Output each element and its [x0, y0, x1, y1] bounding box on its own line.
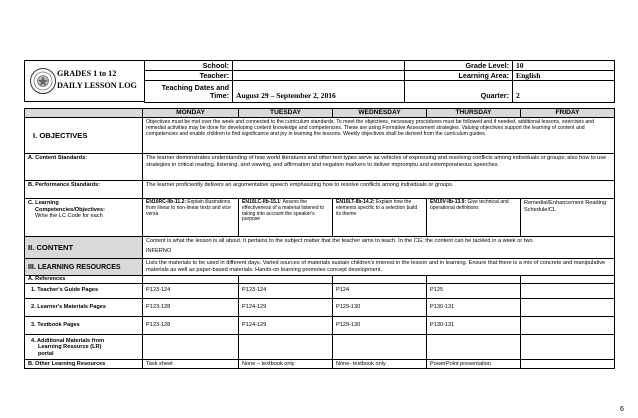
days-header-row	[25, 109, 615, 118]
content-label: II. CONTENT	[25, 237, 143, 259]
additional-materials-wednesday	[333, 334, 427, 359]
references-friday	[521, 276, 615, 284]
performance-standards-label: B. Performance Standards:	[25, 181, 143, 199]
learners-materials-wednesday: P129-130	[333, 298, 427, 316]
performance-standards-row	[25, 181, 615, 199]
learners-materials-label: 2. Learner's Materials Pages	[25, 298, 143, 316]
competency-tuesday-code: EN10LC-IIb-15.1	[242, 199, 281, 205]
additional-materials-thursday	[427, 334, 521, 359]
day-wednesday: WEDNESDAY	[333, 109, 427, 118]
competency-monday	[143, 199, 239, 237]
days-header-corner	[25, 109, 143, 118]
competency-friday: Remedial/Enhancement Reading Schedule/CL	[521, 199, 615, 237]
objectives-label: I. OBJECTIVES	[25, 118, 143, 154]
competency-wednesday-code: EN10LT-IIb-14.2:	[336, 199, 375, 205]
content-row	[25, 237, 615, 259]
teachers-guide-tuesday: P123-124	[239, 283, 333, 298]
other-resources-tuesday: None – textbook only	[239, 359, 333, 369]
other-resources-label: B. Other Learning Resources	[25, 359, 143, 369]
learning-area-label: Learning Area:	[405, 71, 513, 81]
competency-wednesday	[333, 199, 427, 237]
additional-materials-label	[25, 334, 143, 359]
learning-area-value: English	[513, 71, 615, 81]
references-monday	[143, 276, 239, 284]
day-tuesday: TUESDAY	[239, 109, 333, 118]
other-resources-row	[25, 359, 615, 369]
learning-resources-note: Lists the materials to be used in different days. Varied sources of materials sustain children's interest in the lesson and in learning. Ensure that there is a mix of concrete and manipulative materials as well as paper-based materials. Hands-on learning promotes concept development.	[143, 259, 615, 276]
competency-tuesday	[239, 199, 333, 237]
additional-materials-monday	[143, 334, 239, 359]
competency-wednesday-text: Explain how the elements specific to a selection build its theme	[336, 199, 418, 217]
learners-materials-monday: P123-128	[143, 298, 239, 316]
learners-materials-row	[25, 298, 615, 316]
content-note: Content is what the lesson is all about. It pertains to the subject matter that the teacher aims to teach. In the CG, the content can be tackled in a week or two.	[146, 238, 535, 244]
references-thursday	[427, 276, 521, 284]
content-standards-label: A. Content Standards:	[25, 154, 143, 181]
learners-materials-thursday: P130-131	[427, 298, 521, 316]
teaching-dates-label-line2: Time:	[209, 90, 229, 100]
learning-resources-row	[25, 259, 615, 276]
lesson-log-table	[24, 108, 615, 369]
competencies-label	[25, 199, 143, 237]
day-monday: MONDAY	[143, 109, 239, 118]
quarter-label: Quarter:	[405, 81, 513, 103]
textbook-row	[25, 316, 615, 334]
log-title	[57, 68, 137, 92]
competencies-label-line2: Competencies/Objectives:	[35, 206, 105, 213]
competency-thursday	[427, 199, 521, 237]
performance-standards-text: The learner proficiently delivers an argumentative speech emphasizing how to resolve conflicts among individuals or groups.	[143, 181, 615, 199]
day-friday: FRIDAY	[521, 109, 615, 118]
content-value: INFERNO	[146, 247, 172, 254]
learners-materials-friday	[521, 298, 615, 316]
day-thursday: THURSDAY	[427, 109, 521, 118]
additional-materials-label-line1: 4. Additional Materials from	[31, 337, 105, 344]
school-label: School:	[145, 61, 233, 71]
competency-tuesday-text: : Assess the effectiveness of a material listened to taking into account the speaker's purpose	[242, 199, 325, 223]
teacher-label: Teacher:	[145, 71, 233, 81]
content-standards-row	[25, 154, 615, 181]
content-standards-text: The learner demonstrates understanding of how world literatures and other text types serve as vehicles of expressing and resolving conflicts among individuals or groups; also how to use strategies in critical reading, listening, and viewing, and affirmation and negation markers to deliver impromptu and extemporaneous speeches.	[143, 154, 615, 181]
competencies-label-line1: C. Learning	[28, 200, 59, 206]
additional-materials-friday	[521, 334, 615, 359]
objectives-row	[25, 118, 615, 154]
competency-monday-code: EN10RC-IIb-11.2:	[146, 199, 187, 205]
textbook-wednesday: P129-130	[333, 316, 427, 334]
content-cell	[143, 237, 615, 259]
other-resources-wednesday: None- textbook only	[333, 359, 427, 369]
deped-seal-icon	[29, 67, 57, 95]
other-resources-thursday: PowerPoint presentation	[427, 359, 521, 369]
textbook-friday	[521, 316, 615, 334]
teachers-guide-row	[25, 283, 615, 298]
additional-materials-label-line2: Learning Resource (LR)	[38, 344, 102, 350]
teaching-dates-label-line1: Teaching Dates and	[161, 82, 229, 92]
competency-thursday-code: EN10V-IIb-13.9:	[430, 199, 467, 205]
teaching-dates-label	[145, 81, 233, 103]
teaching-dates-value: August 29 – September 2, 2016	[233, 81, 405, 103]
teachers-guide-thursday: P125	[427, 283, 521, 298]
header-title-box	[24, 60, 144, 102]
teachers-guide-friday	[521, 283, 615, 298]
references-tuesday	[239, 276, 333, 284]
quarter-value: 2	[513, 81, 615, 103]
teachers-guide-wednesday: P124	[333, 283, 427, 298]
references-row	[25, 276, 615, 284]
textbook-tuesday: P124-129	[239, 316, 333, 334]
page-number: 6	[620, 406, 624, 413]
objectives-text: Objectives must be met over the week and connected to the curriculum standards. To meet the objectives, necessary procedures must be followed and if needed, additional lessons, exercises and remedial activities may be done for developing content knowledge and competencies. These are using Formative Assessment strategies. Valuing objectives support the learning of content and competencies and enable children to find significance and joy in learning the lessons. Weekly objectives shall be derived from the curriculum guides.	[143, 118, 615, 154]
textbook-label: 3. Textbook Pages	[25, 316, 143, 334]
other-resources-friday	[521, 359, 615, 369]
references-wednesday	[333, 276, 427, 284]
grade-level-label: Grade Level:	[405, 61, 513, 71]
competency-monday-text: Explain illustrations from linear to non-linear texts and vice versa	[146, 199, 231, 217]
competencies-row	[25, 199, 615, 237]
textbook-thursday: P130-131	[427, 316, 521, 334]
competencies-label-line3: Write the LC Code for each	[35, 213, 103, 219]
additional-materials-tuesday	[239, 334, 333, 359]
learning-resources-label: III. LEARNING RESOURCES	[25, 259, 143, 276]
school-value	[233, 61, 405, 71]
grade-level-value: 10	[513, 61, 615, 71]
other-resources-monday: Task sheet	[143, 359, 239, 369]
competency-thursday-text: Give technical and operational definitions	[430, 199, 509, 211]
references-label: A. References	[25, 276, 143, 284]
log-title-line2: DAILY LESSON LOG	[57, 81, 137, 90]
learners-materials-tuesday: P124-129	[239, 298, 333, 316]
textbook-monday: P123-128	[143, 316, 239, 334]
teachers-guide-monday: P123-124	[143, 283, 239, 298]
teacher-value	[233, 71, 405, 81]
additional-materials-row	[25, 334, 615, 359]
header-info-table	[144, 60, 615, 103]
additional-materials-label-line3: portal	[38, 350, 54, 357]
teachers-guide-label: 1. Teacher's Guide Pages	[25, 283, 143, 298]
log-title-line1: GRADES 1 to 12	[57, 69, 117, 78]
